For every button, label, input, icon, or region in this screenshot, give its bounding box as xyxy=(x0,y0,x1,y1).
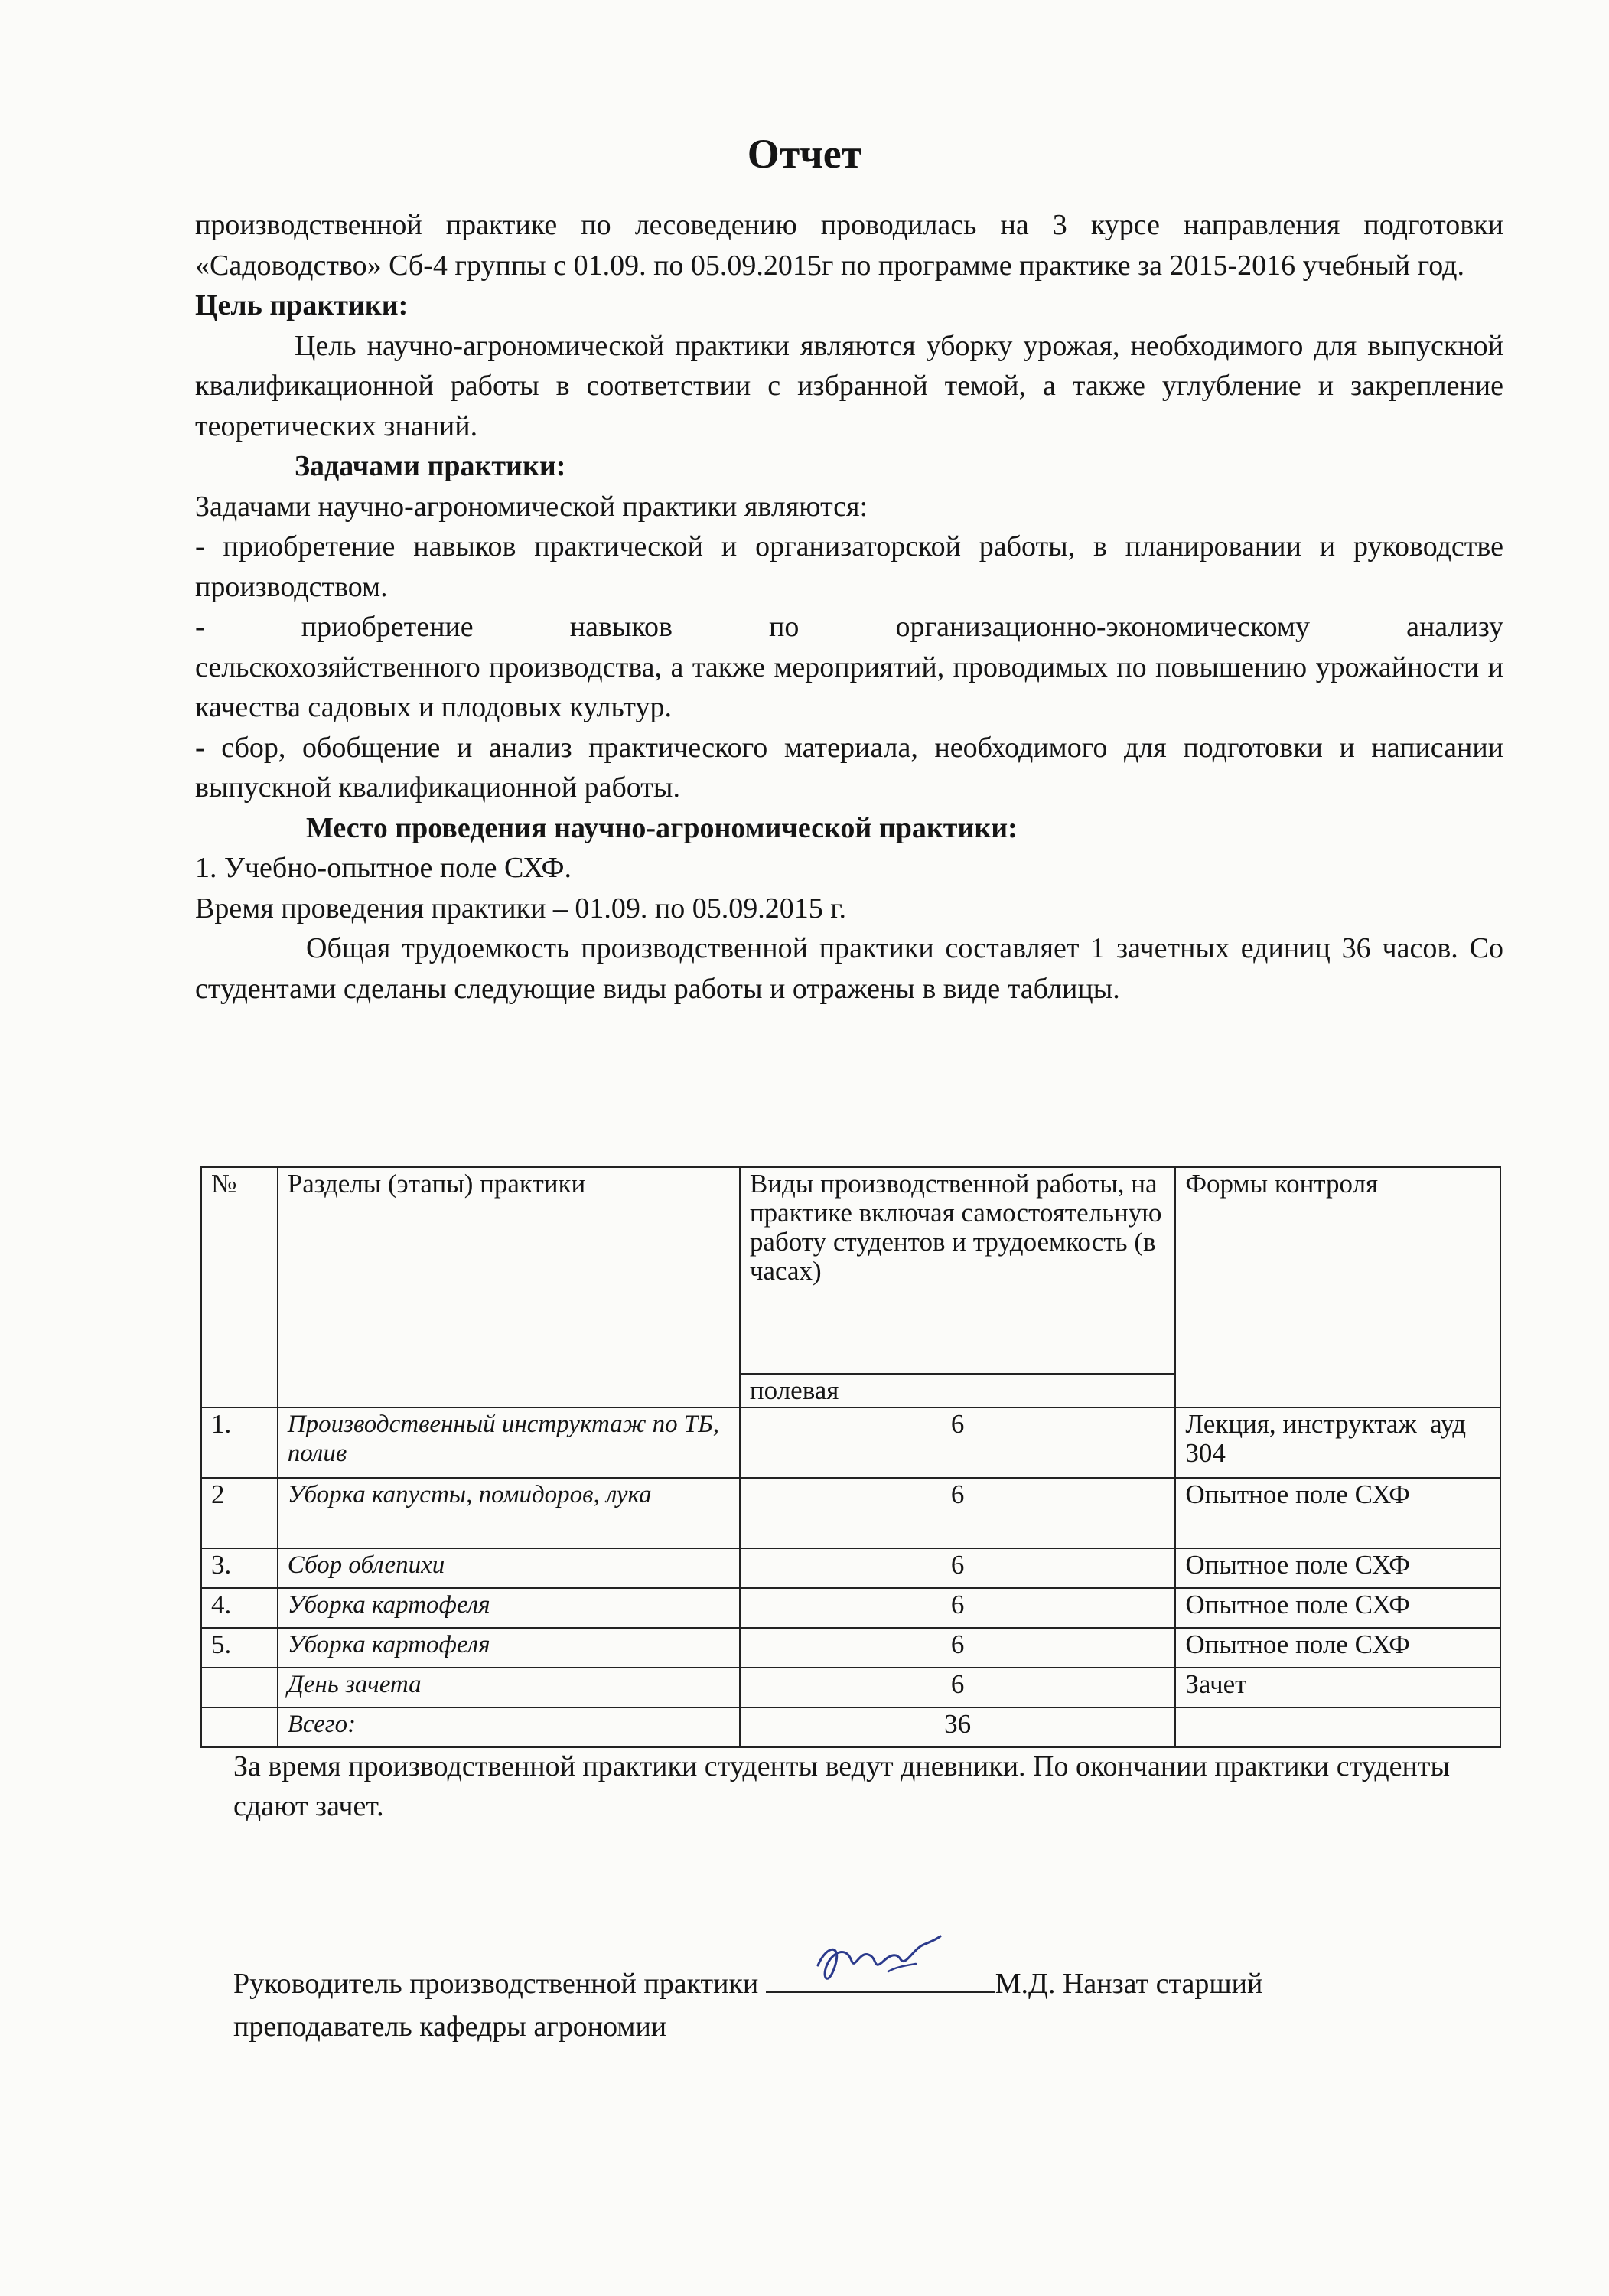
row-section: Уборка картофеля xyxy=(278,1588,740,1628)
table-row xyxy=(201,1628,1500,1668)
row-num: 1. xyxy=(201,1407,278,1478)
row-hours: 6 xyxy=(740,1407,1175,1478)
row-control xyxy=(1175,1707,1500,1747)
tasks-intro: Задачами научно-агрономической практики являются: xyxy=(195,490,868,523)
task-item: - приобретение навыков по организационно-экономическому анализу сельскохозяйственного производства, а также мероприятий, проводимых по повышению урожайности и качества садовых и плодовых культур. xyxy=(195,611,1511,723)
row-hours: 6 xyxy=(740,1628,1175,1668)
row-control: Опытное поле СХФ xyxy=(1175,1588,1500,1628)
intro-paragraph: производственной практике по лесоведению проводилась на 3 курсе направления подготовки «Садоводство» Сб-4 группы с 01.09. по 05.09.2015г по программе практике за 2015-2016 учебный год. xyxy=(195,209,1503,282)
place-heading: Место проведения научно-агрономической практики: xyxy=(306,811,1018,844)
signature-role: преподаватель кафедры агрономии xyxy=(233,2011,667,2043)
table-header-row xyxy=(201,1167,1500,1374)
row-hours: 6 xyxy=(740,1548,1175,1588)
table-row xyxy=(201,1407,1500,1478)
row-num: 5. xyxy=(201,1628,278,1668)
row-control: Опытное поле СХФ xyxy=(1175,1628,1500,1668)
goal-paragraph: Цель научно-агрономической практики являются уборку урожая, необходимого для выпускной квалификационной работы в соответствии с избранной темой, а также углубление и закрепление теоретических знаний. xyxy=(195,329,1503,442)
table-row-total xyxy=(201,1707,1500,1747)
row-section: Уборка капусты, помидоров, лука xyxy=(278,1478,740,1548)
header-num: № xyxy=(201,1167,278,1407)
table-row xyxy=(201,1588,1500,1628)
table-row xyxy=(201,1548,1500,1588)
row-num xyxy=(201,1668,278,1707)
report-body xyxy=(195,205,1511,1009)
row-hours: 6 xyxy=(740,1588,1175,1628)
table-row xyxy=(201,1478,1500,1548)
works-table xyxy=(200,1166,1501,1748)
signature-block xyxy=(233,1961,1503,2048)
signature-line xyxy=(233,1961,1503,2005)
row-control: Лекция, инструктаж ауд 304 xyxy=(1175,1407,1500,1478)
header-sections: Разделы (этапы) практики xyxy=(278,1167,740,1407)
row-section: Сбор облепихи xyxy=(278,1548,740,1588)
row-num xyxy=(201,1707,278,1747)
signature-prefix: Руководитель производственной практики xyxy=(233,1968,766,2000)
table-row xyxy=(201,1668,1500,1707)
place-item: 1. Учебно-опытное поле СХФ. xyxy=(195,852,572,884)
row-hours: 6 xyxy=(740,1478,1175,1548)
row-control: Опытное поле СХФ xyxy=(1175,1548,1500,1588)
goal-heading: Цель практики: xyxy=(195,289,409,321)
row-hours: 6 xyxy=(740,1668,1175,1707)
document-title: Отчет xyxy=(747,131,862,177)
workload-paragraph: Общая трудоемкость производственной практики составляет 1 зачетных единиц 36 часов. Со студентами сделаны следующие виды работы и отражены в виде таблицы. xyxy=(195,932,1503,1005)
row-num: 4. xyxy=(201,1588,278,1628)
row-control: Зачет xyxy=(1175,1668,1500,1707)
header-kinds: Виды производственной работы, на практике включая самостоятельную работу студентов и трудоемкость (в часах) xyxy=(740,1167,1175,1374)
row-control: Опытное поле СХФ xyxy=(1175,1478,1500,1548)
time-paragraph: Время проведения практики – 01.09. по 05.09.2015 г. xyxy=(195,892,847,925)
signature-name: М.Д. Нанзат старший xyxy=(995,1968,1263,2000)
handwritten-signature-icon xyxy=(812,1929,949,1990)
row-num: 3. xyxy=(201,1548,278,1588)
header-kinds-sub: полевая xyxy=(740,1374,1175,1407)
signature-field xyxy=(766,1961,995,1993)
tasks-heading: Задачами практики: xyxy=(295,450,566,482)
row-section: День зачета xyxy=(278,1668,740,1707)
after-table-paragraph: За время производственной практики студенты ведут дневники. По окончании практики студенты сдают зачет. xyxy=(233,1750,1450,1822)
task-item: - сбор, обобщение и анализ практического материала, необходимого для подготовки и написании выпускной квалификационной работы. xyxy=(195,731,1503,804)
row-hours: 36 xyxy=(740,1707,1175,1747)
header-control: Формы контроля xyxy=(1175,1167,1500,1407)
row-section: Производственный инструктаж по ТБ, полив xyxy=(278,1407,740,1478)
task-item: - приобретение навыков практической и организаторской работы, в планировании и руководстве производством. xyxy=(195,530,1503,603)
row-section: Всего: xyxy=(278,1707,740,1747)
row-section: Уборка картофеля xyxy=(278,1628,740,1668)
row-num: 2 xyxy=(201,1478,278,1548)
